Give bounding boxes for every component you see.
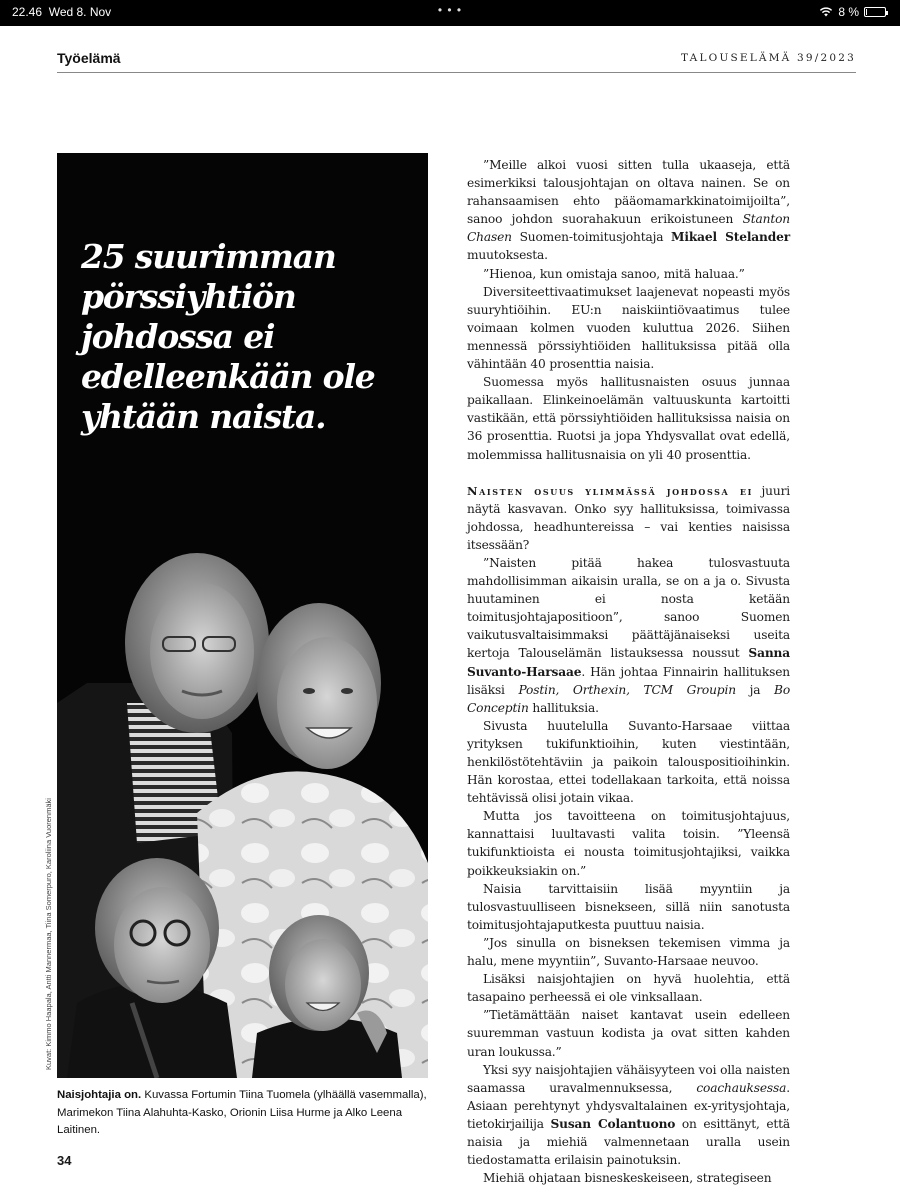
section-lead-paragraph: Naisten osuus ylimmässä johdossa ei juuri näytä kasvavan. Onko syy hallituksissa, toimivassa johdossa, headhuntereissa – vai kenties naisissa itsessään? xyxy=(467,483,790,552)
date: Wed 8. Nov xyxy=(48,5,112,19)
paragraph: Suomessa myös hallitusnaisten osuus junnaa paikallaan. Elinkeinoelämän valtuuskunta kartoitti vastikään, että pörssiyhtiöiden hallituksissa naisia on 36 prosenttia. Ruotsi ja jopa Yhdysvallat ovat edellä, molemmissa hallitusnaisia on yli 40 prosenttia. xyxy=(467,375,790,462)
paragraph: ”Jos sinulla on bisneksen tekemisen vimma ja halu, mene myyntiin”, Suvanto-Harsaae neuvoo. xyxy=(467,935,790,969)
multitasking-dots-icon[interactable]: • • • xyxy=(437,3,463,17)
portrait-photo xyxy=(57,533,428,1078)
page-number: 34 xyxy=(57,1153,72,1168)
paragraph: Lisäksi naisjohtajien on hyvä huolehtia, että tasapaino perheessä ei ole vinksallaan. xyxy=(467,972,790,1005)
article-body xyxy=(467,156,790,1187)
header-divider xyxy=(57,72,856,73)
status-indicators xyxy=(819,5,886,19)
wifi-icon xyxy=(819,7,833,17)
paragraph: ”Meille alkoi vuosi sitten tulla ukaaseja, että esimerkiksi talousjohtajan on oltava nainen. Se on rahansaamisen ehto pääomamarkkinatoimijoilta”, sanoo johdon suorahakuun erikoistuneen Stanton Chasen Suomen-toimitusjohtaja Mikael Stelander muutoksesta. xyxy=(467,158,791,263)
paragraph: ”Hienoa, kun omistaja sanoo, mitä haluaa.” xyxy=(483,266,745,281)
paragraph: Yksi syy naisjohtajien vähäisyyteen voi olla naisten saamassa uravalmennuksessa, coachauksessa. Asiaan perehtynyt yhdysvaltalainen ex-yritysjohtaja, tietokirjailija Susan Colantuono on esittänyt, että naisia ja miehiä valmennetaan uralla usein tiedostamatta erilaisin painotuksin. xyxy=(467,1062,790,1168)
battery-percentage: 8 % xyxy=(838,5,859,19)
magazine-masthead: TALOUSELÄMÄ 39/2023 xyxy=(681,52,856,64)
photo-caption: Naisjohtajia on. Kuvassa Fortumin Tiina Tuomela (ylhäällä vasemmalla), Marimekon Tiina Alahuhta-Kasko, Orionin Liisa Hurme ja Alko Leena Laitinen. xyxy=(57,1089,427,1136)
photo-panel xyxy=(57,153,428,1078)
paragraph: ”Tietämättään naiset kantavat usein edelleen suuremman vastuun kodista ja ovat sitten kahden uran loukussa.” xyxy=(467,1008,790,1059)
status-bar xyxy=(0,0,900,26)
paragraph: ”Naisten pitää hakea tulosvastuuta mahdollisimman aikaisin uralla, se on a ja o. Sivusta huutaminen ei nosta ketään toimitusjohtajapositioon”, sanoo Suomen vaikutusvaltaisimmaksi päättäjänaiseksi useita kertoja Talouselämän listauksessa noussut Sanna Suvanto-Harsaae. Hän johtaa Finnairin hallituksen lisäksi Postin, Orthexin, TCM Groupin ja Bo Conceptin hallituksia. xyxy=(467,555,791,715)
battery-icon xyxy=(864,7,886,17)
photo-credit: Kuvat: Kimmo Haapala, Antti Mannermaa, Tiina Somerpuro, Karoliina Vuorenmäki xyxy=(44,798,53,1070)
pull-quote-headline: 25 suurimman pörssiyhtiön johdossa ei edelleenkään ole yhtään naista. xyxy=(81,237,375,436)
paragraph: Mutta jos tavoitteena on toimitusjohtajuus, kannattaisi luultavasti valita toisin. ”Yleensä tukifunktioista ei nousta toimitusjohtajiksi, vaikka poikkeuksiakin on.” xyxy=(467,809,790,878)
paragraph: Naisia tarvittaisiin lisää myyntiin ja tulosvastuulliseen bisnekseen, sillä niin sanotusta toimitusjohtajaputkesta puuttuu naisia. xyxy=(467,881,790,932)
paragraph: Sivusta huutelulla Suvanto-Harsaae viittaa yrityksen tukifunktioihin, kuten viestintään, henkilöstötehtäviin ja paikoin talouspositioihinkin. Hän korostaa, ettei todellakaan tarkoita, että noissa tehtävissä olisi jotain vikaa. xyxy=(467,718,790,806)
clock: 22.46 xyxy=(12,5,43,19)
section-label: Työelämä xyxy=(57,50,121,66)
paragraph: Diversiteettivaatimukset laajenevat nopeasti myös suuryhtiöihin. EU:n naiskiintiövaatimus tulee voimaan kolmen vuoden kuluttua 2026. Siihen mennessä pörssiyhtiöiden hallituksissa pitää olla vähintään 40 prosenttia naisia. xyxy=(467,284,790,372)
paragraph: Miehiä ohjataan bisneskeskeiseen, strategiseen xyxy=(483,1171,772,1186)
